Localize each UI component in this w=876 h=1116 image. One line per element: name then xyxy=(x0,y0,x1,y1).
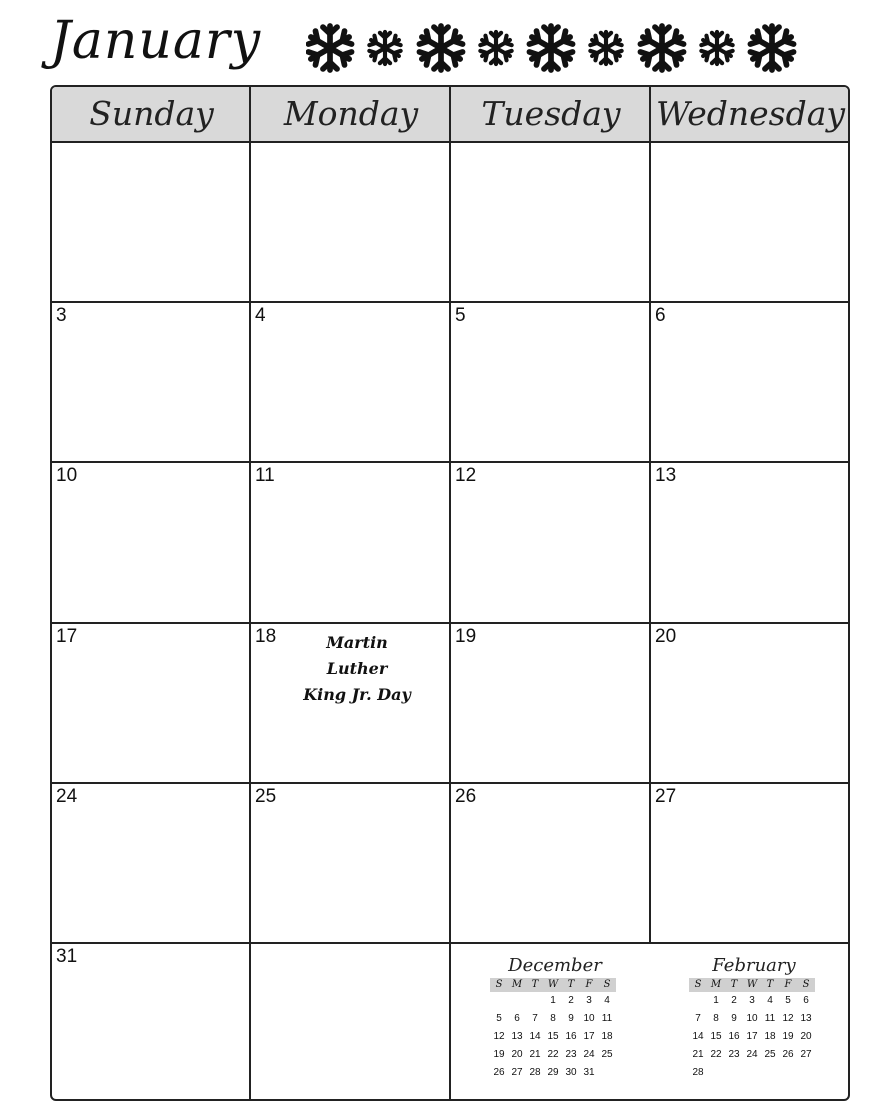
mini-day xyxy=(598,1064,616,1082)
snowflake-icon xyxy=(590,32,621,64)
mini-day: 25 xyxy=(601,1049,613,1060)
mini-day: 11 xyxy=(764,1013,776,1024)
mini-day: 7 xyxy=(532,1013,538,1024)
mini-weekday: T xyxy=(761,978,779,992)
snowflake-icon xyxy=(529,26,572,70)
day-number: 6 xyxy=(655,305,666,326)
day-cell[interactable] xyxy=(451,463,649,622)
mini-day: 19 xyxy=(493,1049,505,1060)
snowflake-icon xyxy=(640,26,683,70)
snowflake-icon xyxy=(480,32,511,64)
day-cell[interactable] xyxy=(651,303,850,461)
day-number: 12 xyxy=(455,465,477,486)
mini-day xyxy=(761,1064,779,1082)
mini-weekday: F xyxy=(779,978,797,992)
day-cell[interactable] xyxy=(251,303,449,461)
weekday-header-sunday: Sunday xyxy=(52,87,251,143)
calendar-grid xyxy=(50,85,850,1101)
mini-day: 7 xyxy=(695,1013,701,1024)
mini-day: 16 xyxy=(565,1031,577,1042)
mini-day: 3 xyxy=(749,995,755,1006)
day-number: 26 xyxy=(455,786,477,807)
mini-weekday: T xyxy=(526,978,544,992)
snowflake-icon xyxy=(308,26,351,70)
mini-weekday: M xyxy=(707,978,725,992)
mini-weekday: T xyxy=(725,978,743,992)
day-number: 31 xyxy=(56,946,78,967)
mini-day: 6 xyxy=(803,995,809,1006)
mini-weekday: S xyxy=(689,978,707,992)
month-title: January xyxy=(50,11,262,71)
mini-day: 23 xyxy=(728,1049,740,1060)
mini-day xyxy=(508,992,526,1010)
mini-day: 14 xyxy=(529,1031,541,1042)
mini-day: 8 xyxy=(550,1013,556,1024)
mini-calendar-title: December xyxy=(508,955,602,976)
mini-calendar-title: February xyxy=(712,955,796,976)
day-number: 20 xyxy=(655,626,677,647)
mini-day: 15 xyxy=(547,1031,559,1042)
day-cell[interactable] xyxy=(251,784,449,942)
mini-day: 18 xyxy=(764,1031,776,1042)
mini-day xyxy=(707,1064,725,1082)
mini-day: 29 xyxy=(547,1067,559,1078)
day-cell[interactable] xyxy=(251,143,449,301)
day-cell[interactable] xyxy=(251,944,449,1099)
day-number: 24 xyxy=(56,786,78,807)
mini-day: 12 xyxy=(782,1013,794,1024)
day-cell[interactable] xyxy=(651,784,850,942)
mini-day: 28 xyxy=(529,1067,541,1078)
mini-day: 2 xyxy=(568,995,574,1006)
mini-weekday: M xyxy=(508,978,526,992)
mini-day: 20 xyxy=(800,1031,812,1042)
day-cell[interactable] xyxy=(52,303,249,461)
mini-weekday: S xyxy=(598,978,616,992)
day-number: 11 xyxy=(255,465,275,486)
mini-day xyxy=(689,992,707,1010)
day-cell[interactable] xyxy=(451,624,649,782)
mini-day: 17 xyxy=(583,1031,595,1042)
day-cell[interactable] xyxy=(451,784,649,942)
day-number: 18 xyxy=(255,626,277,647)
mini-day: 21 xyxy=(692,1049,704,1060)
day-cell[interactable] xyxy=(52,143,249,301)
mini-day: 14 xyxy=(692,1031,704,1042)
mini-day: 22 xyxy=(710,1049,722,1060)
mini-day: 4 xyxy=(604,995,610,1006)
mini-day: 24 xyxy=(746,1049,758,1060)
mini-weekday: W xyxy=(544,978,562,992)
mini-day: 13 xyxy=(511,1031,523,1042)
day-number: 27 xyxy=(655,786,677,807)
snowflake-icon xyxy=(369,32,400,64)
snowflake-decoration-row xyxy=(306,20,806,74)
mini-day: 27 xyxy=(511,1067,523,1078)
mini-day: 9 xyxy=(568,1013,574,1024)
day-number: 25 xyxy=(255,786,277,807)
holiday-label-line: King Jr. Day xyxy=(303,685,411,704)
mini-day: 9 xyxy=(731,1013,737,1024)
mini-calendar-december xyxy=(490,954,620,1082)
day-cell[interactable] xyxy=(52,463,249,622)
mini-day: 23 xyxy=(565,1049,577,1060)
mini-day: 4 xyxy=(767,995,773,1006)
day-number: 5 xyxy=(455,305,466,326)
holiday-label xyxy=(297,630,417,708)
mini-day xyxy=(797,1064,815,1082)
day-cell[interactable] xyxy=(52,944,249,1099)
mini-calendar-february xyxy=(689,954,819,1082)
mini-day: 26 xyxy=(782,1049,794,1060)
day-cell[interactable] xyxy=(451,143,649,301)
mini-day: 26 xyxy=(493,1067,505,1078)
mini-day: 11 xyxy=(601,1013,613,1024)
mini-day xyxy=(490,992,508,1010)
day-number: 17 xyxy=(56,626,78,647)
day-cell[interactable] xyxy=(651,624,850,782)
holiday-label-line: Martin Luther xyxy=(326,633,388,678)
mini-day: 30 xyxy=(565,1067,577,1078)
mini-day: 1 xyxy=(713,995,719,1006)
mini-day: 24 xyxy=(583,1049,595,1060)
mini-calendar-table xyxy=(689,978,815,1082)
mini-weekday: F xyxy=(580,978,598,992)
mini-weekday: T xyxy=(562,978,580,992)
mini-calendar-table xyxy=(490,978,616,1082)
mini-day: 5 xyxy=(785,995,791,1006)
weekday-header-tuesday: Tuesday xyxy=(451,87,651,143)
day-cell[interactable] xyxy=(651,463,850,622)
mini-weekday: S xyxy=(797,978,815,992)
mini-day xyxy=(526,992,544,1010)
day-number: 13 xyxy=(655,465,677,486)
mini-day: 10 xyxy=(746,1013,758,1024)
mini-day: 19 xyxy=(782,1031,794,1042)
mini-day: 18 xyxy=(601,1031,613,1042)
mini-day xyxy=(779,1064,797,1082)
day-number: 4 xyxy=(255,305,266,326)
day-cell[interactable] xyxy=(52,624,249,782)
mini-day: 12 xyxy=(493,1031,505,1042)
mini-day: 13 xyxy=(800,1013,812,1024)
snowflake-icon xyxy=(701,32,732,64)
mini-day: 5 xyxy=(496,1013,502,1024)
mini-day: 27 xyxy=(800,1049,812,1060)
day-cell[interactable] xyxy=(251,463,449,622)
mini-day: 25 xyxy=(764,1049,776,1060)
mini-day: 10 xyxy=(583,1013,595,1024)
mini-day: 3 xyxy=(586,995,592,1006)
mini-day xyxy=(725,1064,743,1082)
mini-weekday: W xyxy=(743,978,761,992)
weekday-header-monday: Monday xyxy=(251,87,451,143)
day-number: 10 xyxy=(56,465,78,486)
mini-weekday: S xyxy=(490,978,508,992)
day-cell[interactable] xyxy=(251,624,449,782)
mini-day: 28 xyxy=(692,1067,704,1078)
day-number: 3 xyxy=(56,305,67,326)
mini-day: 16 xyxy=(728,1031,740,1042)
weekday-header-wednesday: Wednesday xyxy=(651,87,850,143)
mini-day: 21 xyxy=(529,1049,541,1060)
mini-day: 15 xyxy=(710,1031,722,1042)
mini-day: 2 xyxy=(731,995,737,1006)
mini-day: 31 xyxy=(583,1067,595,1078)
day-cell[interactable] xyxy=(451,303,649,461)
day-cell[interactable] xyxy=(52,784,249,942)
mini-day: 1 xyxy=(550,995,556,1006)
snowflake-icon xyxy=(419,26,462,70)
day-number: 19 xyxy=(455,626,477,647)
mini-day: 8 xyxy=(713,1013,719,1024)
mini-day: 20 xyxy=(511,1049,523,1060)
mini-day: 22 xyxy=(547,1049,559,1060)
day-cell[interactable] xyxy=(651,143,850,301)
mini-day xyxy=(743,1064,761,1082)
mini-day: 17 xyxy=(746,1031,758,1042)
mini-day: 6 xyxy=(514,1013,520,1024)
snowflake-icon xyxy=(750,26,793,70)
